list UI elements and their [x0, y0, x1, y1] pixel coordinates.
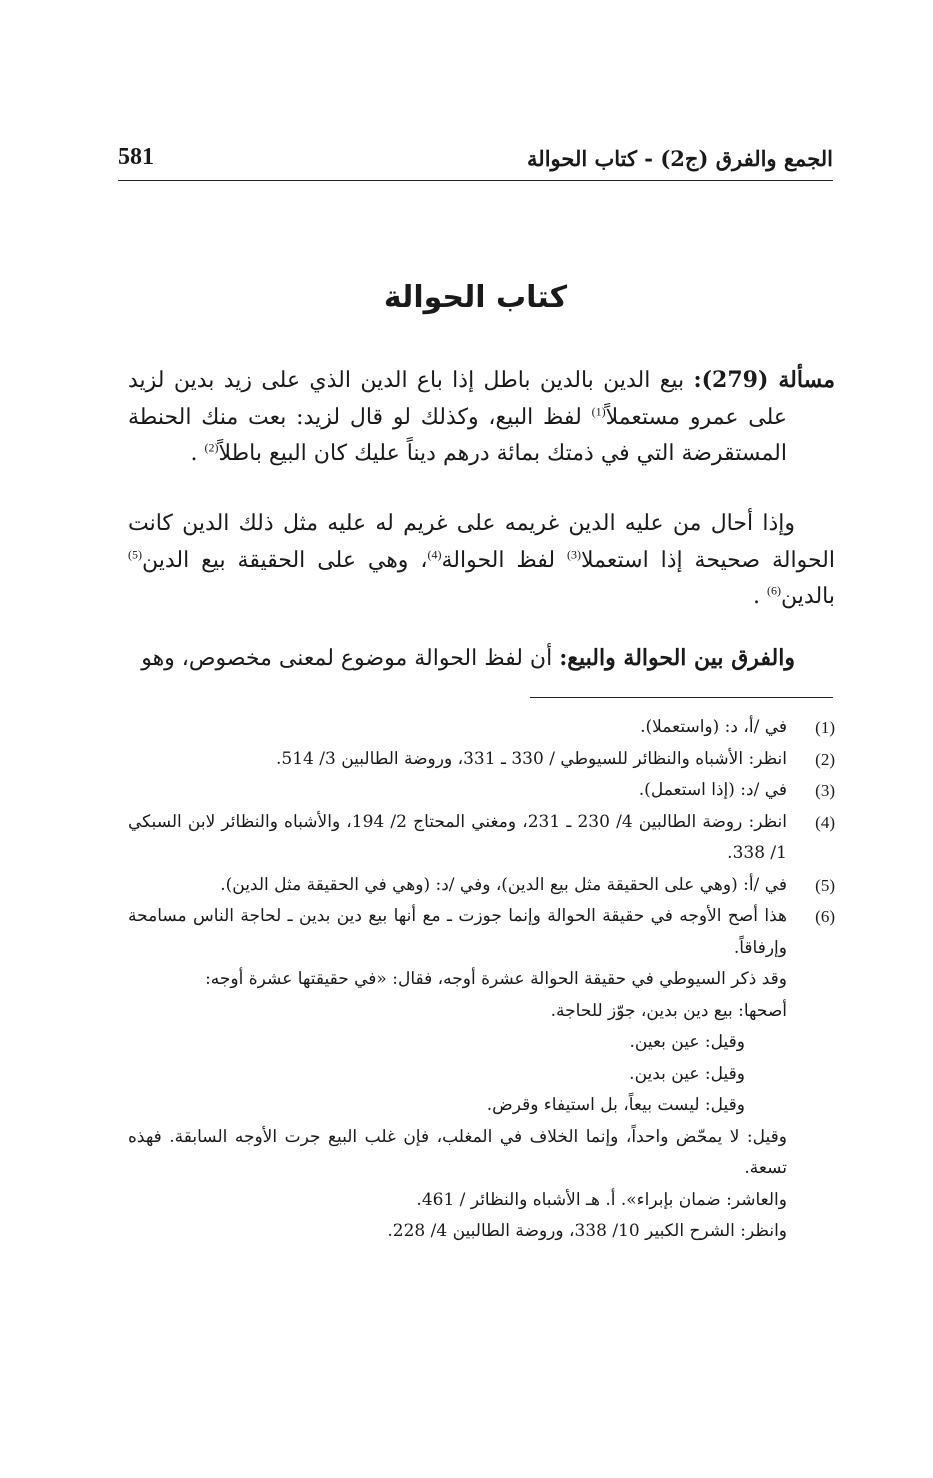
- main-text: [128, 362, 835, 473]
- footnote-number: (3): [815, 781, 835, 800]
- para2-text-2: لفظ الحوالة: [441, 547, 568, 573]
- para2-text-4: بالدين: [781, 584, 835, 609]
- footnote-ref-1[interactable]: (1): [591, 404, 606, 419]
- running-header: [118, 142, 833, 182]
- footnote-5: [128, 870, 835, 902]
- main-text-2: [128, 506, 835, 616]
- masala-text-1: بيع الدين بالدين باطل إذا باع الدين الذي على زيد بدين لزيد على عمرو مستعملاً: [128, 368, 787, 430]
- footnote-6-line: وقيل: لا يمحّض واحداً، وإنما الخلاف في المغلب، فإن غلب البيع جرت الأوجه السابقة. فهذه تسعة.: [128, 1126, 787, 1178]
- footnote-6-line: والعاشر: ضمان بإبراء». أ. هـ الأشباه والنظائر / 461.: [416, 1189, 787, 1210]
- footnote-text: انظر: الأشباه والنظائر للسيوطي / 330 ـ 331، وروضة الطالبين 3/ 514.: [275, 748, 787, 769]
- masala-text-2: لفظ البيع، وكذلك لو قال لزيد: بعت منك الحنطة المستقرضة التي في ذمتك بمائة درهم ديناً عليك كان البيع باطلاً: [128, 404, 787, 466]
- footnote-6-line: أصحها: بيع دين بدين، جوّز للحاجة.: [550, 1000, 787, 1021]
- footnote-text: في /أ، د: (واستعملا).: [640, 717, 787, 737]
- footnote-6-line: وقد ذكر السيوطي في حقيقة الحوالة عشرة أوجه، فقال: «في حقيقتها عشرة أوجه:: [205, 969, 787, 989]
- header-rule: [118, 180, 833, 181]
- difference-text: أن لفظ الحوالة موضوع لمعنى مخصوص، وهو: [141, 646, 560, 671]
- footnote-number: (6): [815, 907, 835, 926]
- footnote-ref-2[interactable]: (2): [204, 440, 219, 455]
- chapter-title: كتاب الحوالة: [383, 280, 568, 315]
- footnote-4: [128, 807, 835, 870]
- hawala-paragraph: [128, 506, 835, 616]
- footnote-text: في /أ: (وهي على الحقيقة مثل بيع الدين)، وفي /د: (وهي في الحقيقة مثل الدين).: [220, 874, 787, 895]
- footnote-ref-3[interactable]: (3): [567, 547, 582, 562]
- footnote-6-line: وقيل: عين بعين.: [629, 1032, 745, 1052]
- footnote-ref-5[interactable]: (5): [128, 547, 142, 562]
- footnote-number: (5): [815, 875, 835, 895]
- footnote-6: [128, 901, 835, 964]
- footnotes: [128, 712, 835, 1248]
- footnote-text: انظر: روضة الطالبين 4/ 230 ـ 231، ومغني المحتاج 2/ 194، والأشباه والنظائر لابن السبكي 1/ 338.: [128, 811, 787, 863]
- footnote-separator: [530, 697, 833, 698]
- footnote-text: هذا أصح الأوجه في حقيقة الحوالة وإنما جوزت ـ مع أنها بيع دين بدين ـ لحاجة الناس مسامحة وإرفاقاً.: [128, 906, 787, 958]
- footnote-number: (4): [815, 812, 835, 832]
- difference-label: والفرق بين الحوالة والبيع:: [559, 645, 795, 671]
- masala-text-3: .: [190, 441, 205, 466]
- page-number: 581: [118, 144, 154, 170]
- footnote-6-line: وقيل: ليست بيعاً، بل استيفاء وقرض.: [486, 1095, 745, 1115]
- running-title: الجمع والفرق (ج2) - كتاب الحوالة: [527, 146, 833, 171]
- footnote-2: [128, 744, 835, 776]
- footnote-ref-6[interactable]: (6): [767, 583, 782, 598]
- masala-paragraph: [128, 362, 835, 473]
- para2-text-1: وإذا أحال من عليه الدين غريمه على غريم له عليه مثل ذلك الدين كانت الحوالة صحيحة إذا استعملا: [128, 511, 835, 573]
- para2-text-3: ، وهي على الحقيقة بيع الدين: [142, 547, 428, 573]
- footnote-ref-4[interactable]: (4): [427, 547, 442, 562]
- para2-text-5: .: [753, 584, 768, 609]
- footnote-number: (1): [815, 718, 835, 737]
- footnote-6-line: وقيل: عين بدين.: [629, 1063, 745, 1084]
- masala-label: مسألة (279):: [693, 367, 836, 393]
- footnote-1: [128, 712, 835, 744]
- footnote-text: في /د: (إذا استعمل).: [638, 780, 787, 800]
- footnote-6-line: وانظر: الشرح الكبير 10/ 338، وروضة الطالبين 4/ 228.: [387, 1221, 787, 1241]
- main-text-3: [128, 640, 835, 678]
- footnote-number: (2): [815, 749, 835, 769]
- difference-paragraph: [128, 640, 835, 678]
- footnote-3: [128, 775, 835, 807]
